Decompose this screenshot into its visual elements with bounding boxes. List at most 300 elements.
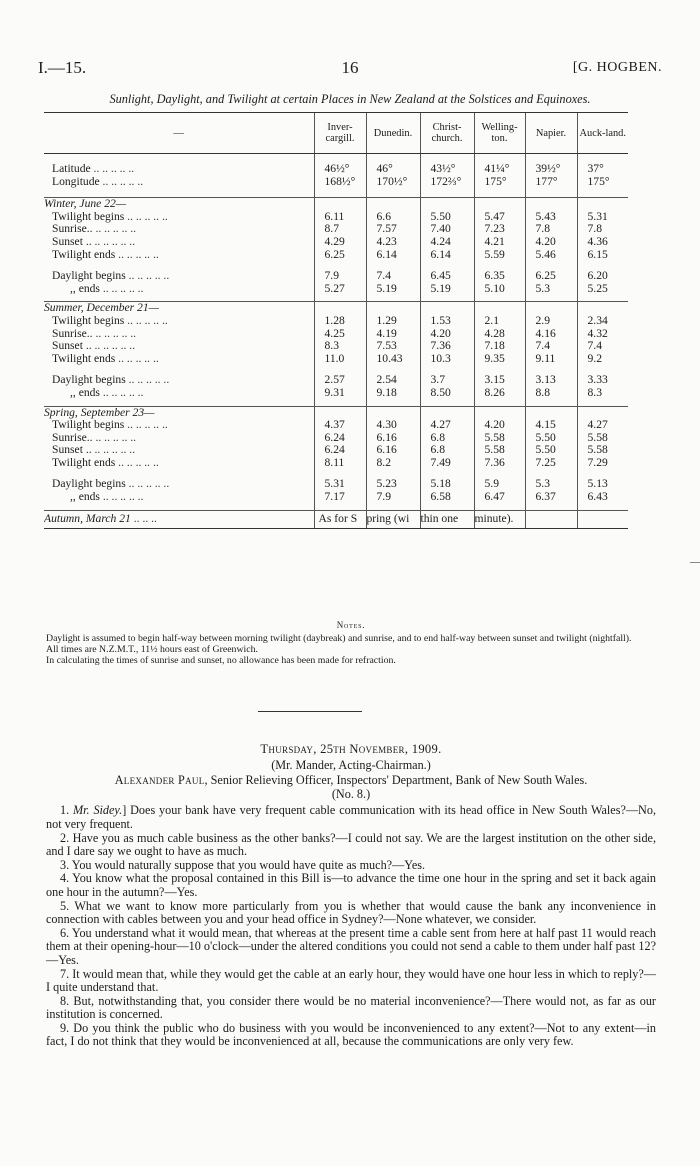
row-label <box>44 176 314 189</box>
witness-line <box>46 774 656 788</box>
table-cell: 7.36 <box>474 457 525 470</box>
table-cell: 6.25 <box>314 249 366 262</box>
leader-dots: .. .. .. .. .. <box>99 175 144 188</box>
table-row <box>44 223 628 236</box>
row-label <box>44 432 314 445</box>
row-label <box>44 249 314 262</box>
row-label <box>44 315 314 328</box>
table-row <box>44 387 628 400</box>
table-row <box>44 478 628 491</box>
spacer-row <box>44 154 628 164</box>
spacer-cell <box>474 365 525 374</box>
spacer-cell <box>525 154 577 164</box>
row-label <box>44 198 314 211</box>
spacer-row <box>44 188 628 198</box>
leader-dots: .. .. .. .. .. <box>124 419 168 432</box>
table-cell: 5.10 <box>474 283 525 296</box>
spacer-row <box>44 365 628 374</box>
table-row <box>44 211 628 224</box>
table-cell: 9.18 <box>366 387 420 400</box>
row-label-text: Twilight ends <box>52 456 116 469</box>
table-cell: 4.30 <box>366 419 420 432</box>
spacer-cell <box>44 154 314 164</box>
table-cell <box>525 302 577 315</box>
table-row <box>44 374 628 387</box>
table-cell <box>577 198 628 211</box>
table-cell <box>525 198 577 211</box>
table-cell: 2.34 <box>577 315 628 328</box>
leader-dots: .. .. .. <box>130 511 157 525</box>
margin-mark <box>690 562 700 563</box>
table-cell: 5.43 <box>525 211 577 224</box>
table-cell <box>366 406 420 419</box>
spacer-cell <box>577 261 628 270</box>
table-cell: 6.43 <box>577 491 628 504</box>
spacer-cell <box>420 469 474 478</box>
table-cell: 6.45 <box>420 270 474 283</box>
row-label <box>44 478 314 491</box>
table-cell <box>474 198 525 211</box>
row-label-text: Twilight begins <box>52 210 125 223</box>
spacer-cell <box>366 365 420 374</box>
spacer-cell <box>420 188 474 198</box>
table-cell <box>420 198 474 211</box>
row-label <box>44 270 314 283</box>
leader-dots: .. .. .. .. .. <box>91 340 136 353</box>
table-cell: 5.59 <box>474 249 525 262</box>
table-cell: 4.20 <box>420 328 474 341</box>
table-cell: 5.31 <box>577 211 628 224</box>
row-label-text: Sunset .. <box>52 340 92 353</box>
table-cell: 4.28 <box>474 328 525 341</box>
leader-dots: .. .. .. .. .. <box>92 431 137 444</box>
table-cell <box>525 510 577 528</box>
spacer-cell <box>366 469 420 478</box>
table-cell: 4.27 <box>577 419 628 432</box>
row-label <box>44 491 314 504</box>
table-cell: 6.6 <box>366 211 420 224</box>
table-cell <box>525 406 577 419</box>
table-row <box>44 163 628 176</box>
table-cell: 7.49 <box>420 457 474 470</box>
table-cell: 1.53 <box>420 315 474 328</box>
table-row <box>44 444 628 457</box>
row-label <box>44 223 314 236</box>
table-cell <box>366 198 420 211</box>
table-cell <box>366 302 420 315</box>
table-cell <box>314 302 366 315</box>
testimony-date: Thursday, 25th November, 1909. <box>260 742 442 756</box>
spacer-cell <box>525 469 577 478</box>
row-label-text: Sunset .. <box>52 444 92 457</box>
spacer-row <box>44 261 628 270</box>
table-cell <box>314 406 366 419</box>
row-label <box>44 211 314 224</box>
table-cell: 4.19 <box>366 328 420 341</box>
table-cell: 3.7 <box>420 374 474 387</box>
table-cell: As for S <box>314 510 366 528</box>
table-cell: 5.58 <box>577 444 628 457</box>
leader-dots: .. .. .. .. .. <box>91 235 136 248</box>
table-cell: 8.3 <box>314 340 366 353</box>
table-row <box>44 302 628 315</box>
spacer-cell <box>420 261 474 270</box>
column-header: Dunedin. <box>366 113 420 154</box>
column-header: Auck-land. <box>577 113 628 154</box>
row-label-text: Latitude <box>52 163 91 175</box>
question-paragraph: 4. You know what the proposal contained in this Bill is—to advance the time one hour in the spring and set it back again one hour in the autumn?—Yes. <box>46 871 656 899</box>
question-paragraph: 6. You understand what it would mean, that whereas at the present time a cable sent from here at half past 11 would reach them at their opening-hour—10 o'clock—under the altered conditions you could not send a cable to them under half past 12?—Yes. <box>46 925 656 967</box>
leader-dots: .. .. .. .. .. <box>124 314 168 327</box>
table-row <box>44 249 628 262</box>
row-label <box>44 457 314 470</box>
table-cell: 175° <box>577 176 628 189</box>
sunlight-table <box>44 112 628 529</box>
table-cell: 5.9 <box>474 478 525 491</box>
table-cell: thin one <box>420 510 474 528</box>
table-cell: 6.14 <box>366 249 420 262</box>
table-cell: 6.16 <box>366 444 420 457</box>
table-row <box>44 353 628 366</box>
table-cell: 7.18 <box>474 340 525 353</box>
table-cell: 7.53 <box>366 340 420 353</box>
spacer-cell <box>474 261 525 270</box>
table-cell: 4.37 <box>314 419 366 432</box>
row-label-text: ,, ends <box>70 386 100 399</box>
table-cell: 11.0 <box>314 353 366 366</box>
table-cell: 5.50 <box>525 444 577 457</box>
table-cell: 175° <box>474 176 525 189</box>
table-row <box>44 176 628 189</box>
table-cell: 8.7 <box>314 223 366 236</box>
table-cell: 6.58 <box>420 491 474 504</box>
table-cell: 43½° <box>420 163 474 176</box>
table-cell: 4.16 <box>525 328 577 341</box>
leader-dots: .. .. .. .. .. <box>92 223 137 236</box>
table-cell: 5.3 <box>525 478 577 491</box>
table-row <box>44 198 628 211</box>
page-header <box>38 58 662 80</box>
witness-number: (No. 8.) <box>331 786 371 801</box>
table-row <box>44 270 628 283</box>
spacer-cell <box>314 261 366 270</box>
table-cell: 3.33 <box>577 374 628 387</box>
table-cell: 6.11 <box>314 211 366 224</box>
row-label <box>44 387 314 400</box>
table-cell: 5.19 <box>366 283 420 296</box>
spacer-cell <box>474 154 525 164</box>
table-row <box>44 457 628 470</box>
table-cell: 6.20 <box>577 270 628 283</box>
row-label-text: Summer, December 21— <box>44 301 159 315</box>
column-header: Napier. <box>525 113 577 154</box>
table-cell: 4.32 <box>577 328 628 341</box>
table-cell: 6.8 <box>420 444 474 457</box>
spacer-cell <box>314 469 366 478</box>
table-row <box>44 283 628 296</box>
table-cell: 4.36 <box>577 236 628 249</box>
table-cell: 1.28 <box>314 315 366 328</box>
page-number: 16 <box>341 58 359 77</box>
spacer-cell <box>314 188 366 198</box>
leader-dots: .. .. .. .. .. <box>115 456 159 469</box>
leader-dots: .. .. .. .. .. <box>125 478 170 491</box>
row-label-text: Spring, September 23— <box>44 406 155 419</box>
table-cell <box>474 302 525 315</box>
spacer-cell <box>366 261 420 270</box>
table-cell: 8.8 <box>525 387 577 400</box>
table-cell: 5.58 <box>474 432 525 445</box>
column-header: Christ-church. <box>420 113 474 154</box>
table-cell: 6.16 <box>366 432 420 445</box>
spacer-cell <box>474 469 525 478</box>
table-cell: 6.8 <box>420 432 474 445</box>
leader-dots: .. .. .. .. .. <box>91 444 136 457</box>
spacer-cell <box>577 188 628 198</box>
table-cell: 5.27 <box>314 283 366 296</box>
spacer-cell <box>577 365 628 374</box>
table-cell: 7.29 <box>577 457 628 470</box>
row-label-text: ,, ends <box>70 282 100 295</box>
leader-dots: .. .. .. .. .. <box>125 270 170 283</box>
section-divider <box>258 711 362 712</box>
table-cell: 5.18 <box>420 478 474 491</box>
leader-dots: .. .. .. .. .. <box>124 210 168 223</box>
spacer-cell <box>577 154 628 164</box>
table-cell: 2.1 <box>474 315 525 328</box>
spacer-cell <box>44 365 314 374</box>
spacer-cell <box>314 154 366 164</box>
table-row <box>44 406 628 419</box>
spacer-cell <box>474 188 525 198</box>
row-label-text: Sunrise.. <box>52 327 93 340</box>
table-cell: 177° <box>525 176 577 189</box>
table-cell: 168½° <box>314 176 366 189</box>
table-row <box>44 432 628 445</box>
row-label <box>44 340 314 353</box>
table-cell: 7.36 <box>420 340 474 353</box>
question-paragraph: 7. It would mean that, while they would get the cable at an early hour, they would have one hour less in which to reply?—I quite understand that. <box>46 966 656 995</box>
table-row <box>44 340 628 353</box>
leader-dots: .. .. .. .. .. <box>125 374 170 387</box>
table-cell: 4.20 <box>525 236 577 249</box>
table-cell: 7.40 <box>420 223 474 236</box>
table-cell: 7.23 <box>474 223 525 236</box>
table-cell: 2.54 <box>366 374 420 387</box>
testimony-section <box>46 743 656 1049</box>
table-cell: 5.3 <box>525 283 577 296</box>
row-label <box>44 353 314 366</box>
table-cell: 4.15 <box>525 419 577 432</box>
table-cell: 170½° <box>366 176 420 189</box>
table-cell: 1.29 <box>366 315 420 328</box>
spacer-cell <box>44 188 314 198</box>
row-label-text: Twilight begins <box>52 314 125 327</box>
question-list <box>46 832 656 1050</box>
row-label-text: Daylight begins <box>52 478 126 491</box>
table-cell: 41¼° <box>474 163 525 176</box>
table-cell: 4.20 <box>474 419 525 432</box>
table-row <box>44 510 628 528</box>
row-label <box>44 374 314 387</box>
table-cell: 7.4 <box>577 340 628 353</box>
table-cell: 7.8 <box>577 223 628 236</box>
leader-dots: .. .. .. .. .. <box>99 282 144 295</box>
table-cell: 4.25 <box>314 328 366 341</box>
column-header: Welling-ton. <box>474 113 525 154</box>
table-cell: 5.23 <box>366 478 420 491</box>
spacer-cell <box>44 469 314 478</box>
table-cell: 10.43 <box>366 353 420 366</box>
table-cell: 7.4 <box>366 270 420 283</box>
question-paragraph: 9. Do you think the public who do business with you would be inconvenienced to any extent?—Not to any extent—in fact, I do not think that they would be inconvenienced at all, because the communications are only very few. <box>46 1020 656 1049</box>
row-label <box>44 283 314 296</box>
spacer-cell <box>44 261 314 270</box>
leader-dots: .. .. .. .. .. <box>99 491 144 504</box>
table-cell: 7.17 <box>314 491 366 504</box>
table-cell: 8.2 <box>366 457 420 470</box>
table-cell: 39½° <box>525 163 577 176</box>
section-label: [G. HOGBEN. <box>572 60 662 75</box>
table-row <box>44 315 628 328</box>
row-label-text: Daylight begins <box>52 270 126 283</box>
table-cell: 37° <box>577 163 628 176</box>
row-label <box>44 510 314 528</box>
spacer-cell <box>525 188 577 198</box>
table-cell: 10.3 <box>420 353 474 366</box>
table-cell: 4.24 <box>420 236 474 249</box>
table-cell: 9.31 <box>314 387 366 400</box>
table-cell: 3.15 <box>474 374 525 387</box>
table-cell: 5.50 <box>525 432 577 445</box>
question-paragraph: 3. You would naturally suppose that you would have quite as much?—Yes. <box>60 857 426 872</box>
column-header: Inver-cargill. <box>314 113 366 154</box>
leader-dots: .. .. .. .. .. <box>90 163 135 175</box>
row-label-text: Sunset .. <box>52 235 92 248</box>
table-cell: 7.8 <box>525 223 577 236</box>
question-paragraph: 1. Mr. Sidey.] Does your bank have very frequent cable communication with its head office in New South Wales?—No, not very frequent. <box>46 803 656 831</box>
table-cell: 8.3 <box>577 387 628 400</box>
table-cell: 7.25 <box>525 457 577 470</box>
table-cell: 7.4 <box>525 340 577 353</box>
table-cell: 172⅔° <box>420 176 474 189</box>
leader-dots: .. .. .. .. .. <box>115 248 159 261</box>
leader-dots: .. .. .. .. .. <box>92 327 137 340</box>
row-label <box>44 406 314 419</box>
table-cell: 9.11 <box>525 353 577 366</box>
row-label-text: Autumn, March 21 <box>44 511 131 525</box>
table-cell: 6.24 <box>314 432 366 445</box>
row-label-text: ,, ends <box>70 491 100 504</box>
table-row <box>44 491 628 504</box>
spacer-cell <box>420 365 474 374</box>
row-label-text: Twilight begins <box>52 419 125 432</box>
table-cell: 2.9 <box>525 315 577 328</box>
note-item: Daylight is assumed to begin half-way between morning twilight (daybreak) and sunrise, and to end half-way between sunset and twilight (nightfall). <box>46 633 632 644</box>
table-cell: 5.19 <box>420 283 474 296</box>
table-cell: 7.9 <box>366 491 420 504</box>
table-cell: 5.58 <box>474 444 525 457</box>
table-row <box>44 328 628 341</box>
row-label-text: Twilight ends <box>52 248 116 261</box>
row-label-text: Sunrise.. <box>52 223 93 236</box>
table-cell: 6.24 <box>314 444 366 457</box>
table-cell: 7.57 <box>366 223 420 236</box>
row-label-text: Daylight begins <box>52 374 126 387</box>
leader-dots: .. .. .. .. .. <box>115 352 159 365</box>
table-cell: 5.58 <box>577 432 628 445</box>
notes-title: Notes. <box>336 620 366 630</box>
table-cell: 8.26 <box>474 387 525 400</box>
spacer-row <box>44 469 628 478</box>
table-cell: 6.15 <box>577 249 628 262</box>
row-label-text: Winter, June 22— <box>44 197 127 211</box>
table-cell: 6.25 <box>525 270 577 283</box>
notes-section <box>46 620 656 666</box>
question-paragraph: 5. What we want to know more particularly from you is whether that would cause the bank any inconvenience in connection with cables between you and your head office in Sydney?—None whatever, we consider. <box>46 898 656 927</box>
question-text: ] Does your bank have very frequent cable communication with its head office in New South Wales?—No, not very frequent. <box>46 803 656 831</box>
question-paragraph: 2. Have you as much cable business as the other banks?—I could not say. We are the largest institution on the other side, and I dare say we ought to have as much. <box>46 830 656 859</box>
spacer-cell <box>366 154 420 164</box>
question-paragraph: 8. But, notwithstanding that, you consider there would be no material inconvenience?—There would not, as far as our institution is concerned. <box>46 993 656 1022</box>
table-cell <box>577 302 628 315</box>
note-item: In calculating the times of sunrise and sunset, no allowance has been made for refraction. <box>46 655 396 666</box>
table-header-row <box>44 113 628 154</box>
row-label <box>44 163 314 176</box>
table-cell: 6.47 <box>474 491 525 504</box>
table-row <box>44 419 628 432</box>
table-cell: 3.13 <box>525 374 577 387</box>
table-row <box>44 236 628 249</box>
row-label <box>44 444 314 457</box>
leader-dots: .. .. .. .. .. <box>99 386 144 399</box>
spacer-cell <box>420 154 474 164</box>
table-cell: 9.2 <box>577 353 628 366</box>
table-cell: 2.57 <box>314 374 366 387</box>
row-label <box>44 419 314 432</box>
table-cell: 5.13 <box>577 478 628 491</box>
row-label <box>44 328 314 341</box>
table-cell <box>420 406 474 419</box>
table-cell <box>314 198 366 211</box>
table-cell: 7.9 <box>314 270 366 283</box>
table-cell: 8.50 <box>420 387 474 400</box>
table-cell: 4.21 <box>474 236 525 249</box>
witness-description: , Senior Relieving Officer, Inspectors' Department, Bank of New South Wales. <box>204 773 588 788</box>
table-cell: 4.23 <box>366 236 420 249</box>
table-cell: 5.46 <box>525 249 577 262</box>
table-cell: 6.35 <box>474 270 525 283</box>
table-cell: 4.29 <box>314 236 366 249</box>
table-cell: 5.25 <box>577 283 628 296</box>
acting-chairman: (Mr. Mander, Acting-Chairman.) <box>271 757 431 772</box>
row-label-text: Sunrise.. <box>52 431 93 444</box>
spacer-cell <box>314 365 366 374</box>
table-cell <box>420 302 474 315</box>
table-cell: 5.31 <box>314 478 366 491</box>
table-cell <box>577 406 628 419</box>
table-cell: pring (wi <box>366 510 420 528</box>
row-label-text: Longitude <box>52 175 100 188</box>
row-label <box>44 302 314 315</box>
table-cell: 46° <box>366 163 420 176</box>
column-header: — <box>44 113 314 154</box>
table-cell: 6.37 <box>525 491 577 504</box>
spacer-cell <box>366 188 420 198</box>
table-cell: 9.35 <box>474 353 525 366</box>
table-caption: Sunlight, Daylight, and Twilight at certain Places in New Zealand at the Solstices and Equinoxes. <box>109 92 591 106</box>
table-cell: 46½° <box>314 163 366 176</box>
